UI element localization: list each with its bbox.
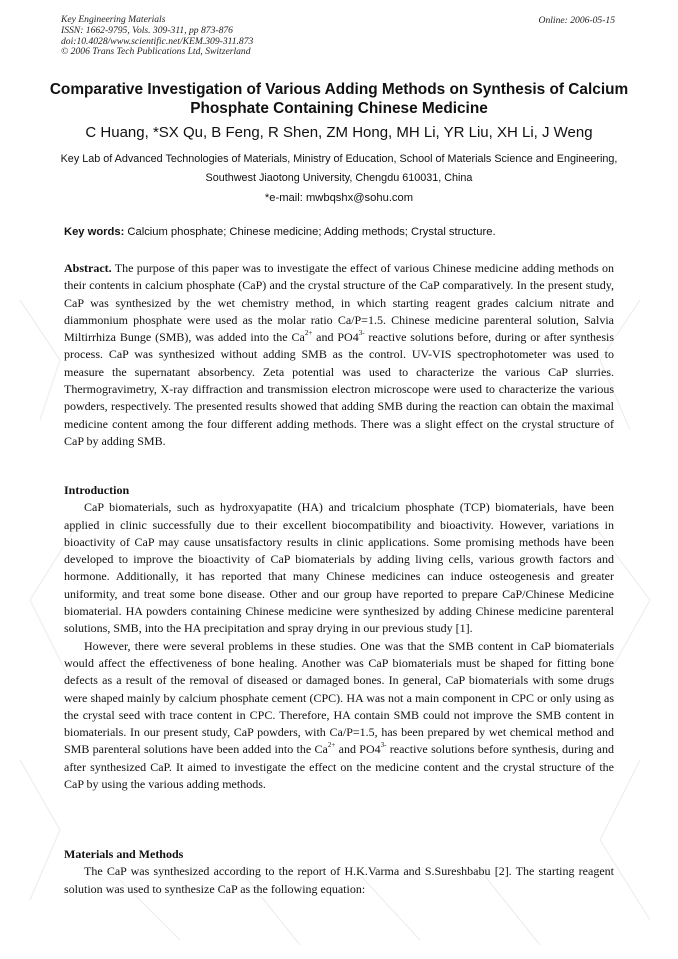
abstract-section [64,260,614,450]
issn-line: ISSN: 1662-9795, Vols. 309-311, pp 873-876 [61,24,233,36]
methods-section [64,846,614,898]
copyright-line: © 2006 Trans Tech Publications Ltd, Switzerland [61,46,251,58]
paper-title: Comparative Investigation of Various Adding Methods on Synthesis of Calcium Phosphate Containing Chinese Medicine [49,81,629,117]
author-list: C Huang, *SX Qu, B Feng, R Shen, ZM Hong, MH Li, YR Liu, XH Li, J Weng [85,124,593,141]
journal-name: Key Engineering Materials [61,14,166,25]
journal-meta [61,15,253,58]
introduction-section [64,482,614,793]
keywords [64,226,614,238]
affiliation: Key Lab of Advanced Technologies of Materials, Ministry of Education, School of Materials Science and Engineering, Southwest Jiaotong University, Chengdu 610031, China [60,153,618,184]
online-date: Online: 2006-05-15 [538,15,615,26]
introduction-heading: Introduction [64,483,130,497]
keywords-text: Calcium phosphate; Chinese medicine; Adding methods; Crystal structure. [124,226,496,238]
introduction-paragraph-2: However, there were several problems in these studies. One was that the SMB content in CaP biomaterials would affect the effectiveness of bone healing. Another was CaP biomaterials must be shaped for fitting bone defects as a result of the removal of diseased or damaged bones. In general, CaP biomaterials with some drugs were shaped mainly by calcium phosphate cement (CPC). HA was not a main component in CPC or only using as the crystal seed with trace content in CPC. Therefore, HA contain SMB could not improve the SMB content in biomaterials. In our present study, CaP powders, with Ca/P=1.5, has been prepared by wet chemical method and SMB parenteral solutions have been added into the $Ca^{2+}$ and $PO4^{3-}$ reactive solutions before synthesis, during and after synthesized CaP. It aimed to investigate the effect on the medicine content and the crystal structure of the CaP by using the various adding methods. [64,638,614,792]
doi-line: doi:10.4028/www.scientific.net/KEM.309-311.873 [61,35,254,47]
keywords-label: Key words: [64,226,125,238]
introduction-paragraph-1: CaP biomaterials, such as hydroxyapatite (HA) and tricalcium phosphate (TCP) biomaterials, have been applied in clinic successfully due to their excellent biocompatibility and bioactivity. However, variations in bioactivity of CaP may cause unsatisfactory results in clinic applications. Some promising methods have been developed to improve the bioactivity of CaP biomaterials by adding living cells, various growth factors and hormone. Additionally, it has reported that many Chinese medicines can induce osteogenesis and greater uniformity, and treat some bone disease. Other and our group have reported to prepare CaP/Chinese Medicine biomaterial. HA powders containing Chinese medicine were synthesized by adding Chinese medicine parenteral solutions, SMB, into the HA precipitation and spray drying in our previous study [1]. [64,500,614,636]
corresponding-email: *e-mail: mwbqshx@sohu.com [264,192,414,204]
abstract-paragraph: Abstract. The purpose of this paper was to investigate the effect of various Chinese medicine adding methods on their contents in calcium phosphate (CaP) and the crystal structure of the CaP comparatively. In the present study, CaP was synthesized by the wet chemistry method, in which starting reagent grades calcium nitrate and diammonium phosphate were used as the molar ratio Ca/P=1.5. Chinese medicine parenteral solution, Salvia Miltirrhiza Bunge (SMB), was added into the $Ca^{2+}$ and $PO4^{3-}$ reactive solutions before, during or after synthesis process. CaP was synthesized without adding SMB as the control. UV-VIS spectrophotometer was used to measure the supernatant absorbency. Zeta potential was used to characterize the various CaP slurries. Thermogravimetry, X-ray diffraction and transmission electron microscope were used to characterize the various powders, respectively. The presented results showed that adding SMB during the reaction can obtain the maximal medicine content among the four different adding methods. There was a slight effect on the crystal structure of CaP by adding SMB. [64,261,614,448]
methods-heading: Materials and Methods [64,847,184,861]
abstract-label: Abstract. [64,261,112,275]
methods-paragraph-1: The CaP was synthesized according to the report of H.K.Varma and S.Sureshbabu [2]. The starting reagent solution was used to synthesize CaP as the following equation: [64,864,614,896]
